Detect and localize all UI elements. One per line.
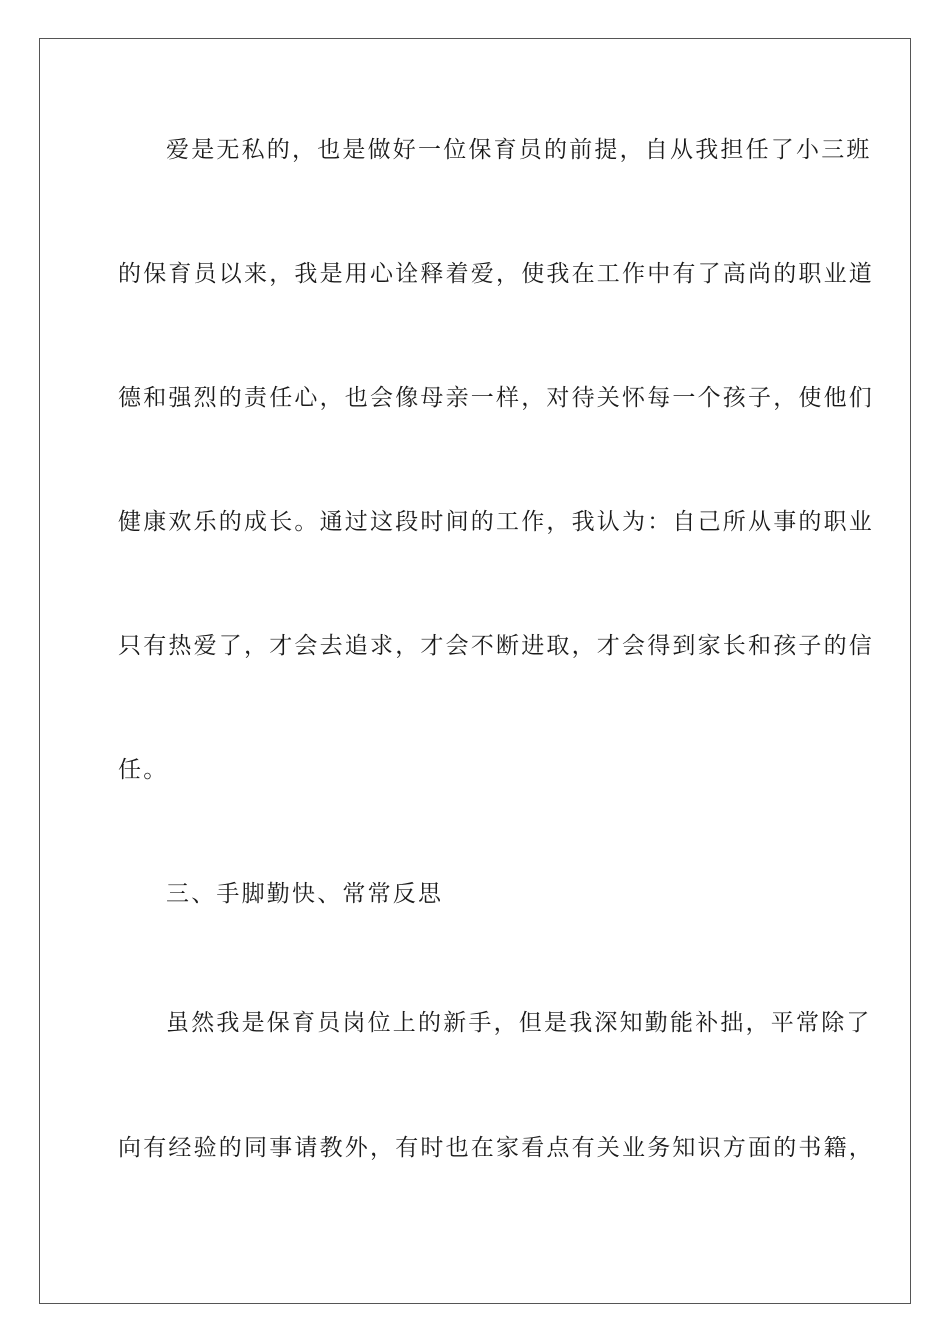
paragraph-1-line-5: 只有热爱了，才会去追求，才会不断进取，才会得到家长和孩子的信 bbox=[118, 633, 874, 659]
paragraph-1-line-4: 健康欢乐的成长。通过这段时间的工作，我认为：自己所从事的职业 bbox=[118, 509, 874, 535]
paragraph-1-line-6: 任。 bbox=[118, 757, 169, 783]
paragraph-1-line-3: 德和强烈的责任心，也会像母亲一样，对待关怀每一个孩子，使他们 bbox=[118, 385, 874, 411]
paragraph-2-line-1: 虽然我是保育员岗位上的新手，但是我深知勤能补拙，平常除了 bbox=[166, 1010, 872, 1036]
page-border bbox=[39, 38, 911, 1304]
paragraph-1-line-1: 爱是无私的，也是做好一位保育员的前提，自从我担任了小三班 bbox=[166, 137, 872, 163]
section-heading: 三、手脚勤快、常常反思 bbox=[166, 881, 444, 907]
paragraph-2-line-2: 向有经验的同事请教外，有时也在家看点有关业务知识方面的书籍， bbox=[118, 1135, 874, 1161]
paragraph-1-line-2: 的保育员以来，我是用心诠释着爱，使我在工作中有了高尚的职业道 bbox=[118, 261, 874, 287]
